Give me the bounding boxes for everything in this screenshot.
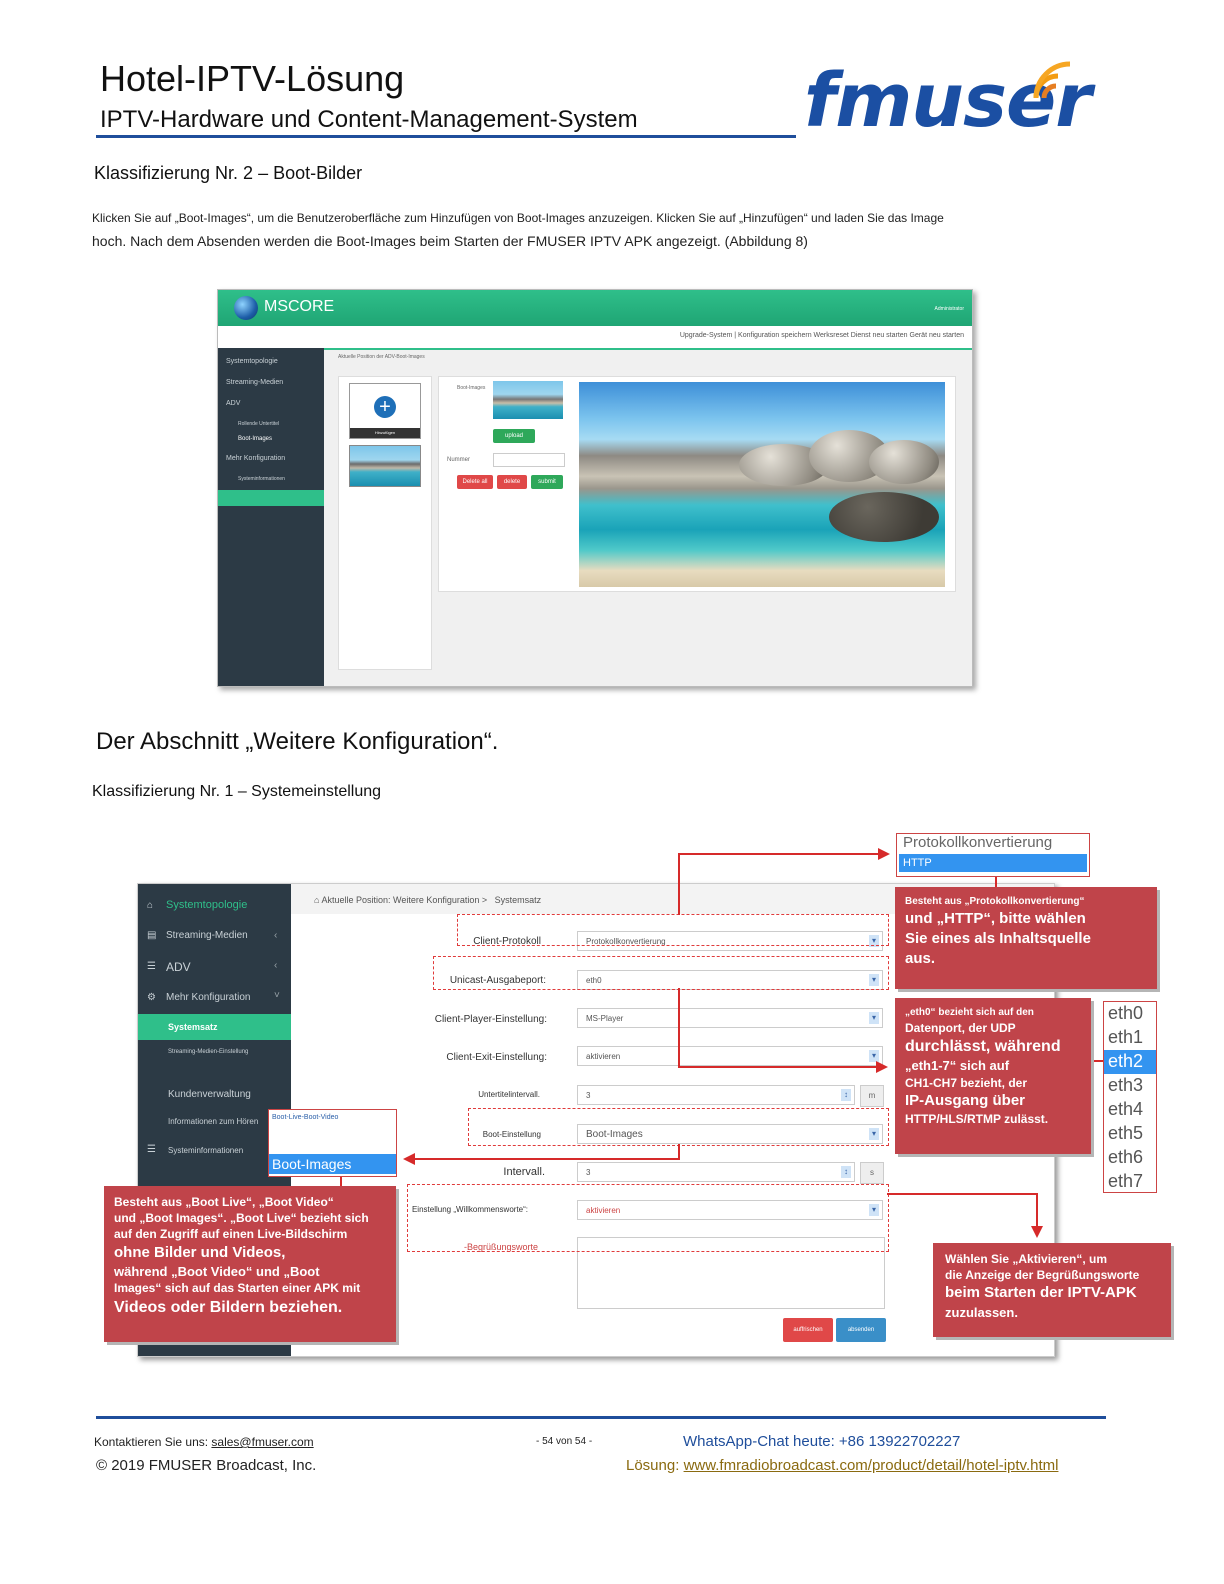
callout-eth: „eth0“ bezieht sich auf den Datenport, der UDP durchlässt, während „eth1-7“ sich auf CH1-CH7 bezieht, der IP-Ausgang über HTTP/HLS/RTMP zulässt. xyxy=(895,998,1091,1154)
home-icon: ⌂ xyxy=(147,900,154,911)
sidebar-active-highlight xyxy=(218,490,324,506)
highlight-client-protokoll xyxy=(457,914,889,946)
callout-boot: Besteht aus „Boot Live“, „Boot Video“ und „Boot Images“. „Boot Live“ bezieht sich auf den Zugriff auf einen Live-Bildschirm ohne Bilder und Videos, während „Boot Video“ und „Boot Images“ sich auf das Starten einer APK mit Videos oder Bildern beziehen. xyxy=(104,1186,396,1342)
input-intervall[interactable]: 3 ↕ xyxy=(577,1162,855,1182)
sidebar-item-systeminformationen[interactable]: Systeminformationen xyxy=(238,476,285,482)
sidebar-item-systeminformationen[interactable]: Systeminformationen xyxy=(168,1146,244,1155)
label-untertitel: Untertitelintervall. xyxy=(478,1090,540,1099)
breadcrumb: Aktuelle Position der ADV-Boot-Images xyxy=(338,354,425,360)
stepper-icon: ↕ xyxy=(841,1166,851,1178)
refresh-button[interactable]: auffrischen xyxy=(783,1318,833,1342)
arrow-right-icon xyxy=(876,1061,888,1073)
logo-wordmark: fmuser xyxy=(804,58,1091,144)
connector-line xyxy=(1036,1193,1038,1227)
copyright: © 2019 FMUSER Broadcast, Inc. xyxy=(96,1457,317,1474)
sidebar-item-informationen[interactable]: Informationen zum Hören xyxy=(168,1117,259,1126)
add-image-button[interactable] xyxy=(349,383,421,439)
system-toolbar xyxy=(218,326,972,350)
sidebar-item-boot-images[interactable]: Boot-Images xyxy=(238,436,273,442)
document-subtitle: IPTV-Hardware und Content-Management-System xyxy=(100,106,638,133)
input-untertitel-intervall[interactable]: 3 ↕ xyxy=(577,1085,855,1105)
dropdown-option-http[interactable]: HTTP xyxy=(899,854,1087,872)
screenshot-boot-images xyxy=(217,289,973,687)
label-begruessungsworte: -Begrüßungsworte xyxy=(463,1242,538,1252)
delete-button[interactable]: delete xyxy=(497,475,527,489)
highlight-willkommensworte xyxy=(407,1184,889,1252)
unit-minutes: m xyxy=(860,1085,884,1107)
connector-line xyxy=(887,1193,1037,1195)
boot-image-thumbnail[interactable] xyxy=(349,445,421,487)
plus-icon: + xyxy=(374,396,396,418)
label-boot-einstellung: Boot-Einstellung xyxy=(482,1130,541,1139)
globe-icon xyxy=(234,296,258,320)
add-label: Hinzufügen xyxy=(350,428,420,438)
connector-line xyxy=(678,853,878,855)
breadcrumb: ⌂ Aktuelle Position: Weitere Konfiguration > Systemsatz xyxy=(314,895,542,905)
stepper-icon: ↕ xyxy=(841,1089,851,1101)
label-willkommensworte: Einstellung „Willkommensworte“: xyxy=(411,1205,528,1214)
chevron-down-icon: ▾ xyxy=(869,1012,879,1024)
dropdown-option-protokollkonvertierung[interactable]: Protokollkonvertierung xyxy=(903,834,1053,851)
whatsapp-contact[interactable]: WhatsApp-Chat heute: +86 13922702227 xyxy=(683,1433,961,1450)
sidebar-item-streaming[interactable]: Streaming-Medien xyxy=(226,379,284,386)
dropdown-eth[interactable] xyxy=(1103,1001,1157,1193)
section-heading-weitere-konfiguration: Der Abschnitt „Weitere Konfiguration“. xyxy=(96,728,499,755)
film-icon: ▤ xyxy=(147,930,157,941)
sidebar-item-rollende-untertitel[interactable]: Rollende Untertitel xyxy=(238,421,280,427)
dropdown-boot[interactable] xyxy=(268,1109,397,1177)
sidebar-item-systemtopologie[interactable]: Systemtopologie xyxy=(226,358,278,365)
footer-contact: Kontaktieren Sie uns: sales@fmuser.com xyxy=(94,1435,314,1449)
sidebar-item-mehr-konfiguration[interactable]: Mehr Konfiguration xyxy=(226,455,286,462)
dropdown-option-eth7[interactable]: eth7 xyxy=(1108,1171,1144,1191)
label-client-protokoll: Client-Protokoll xyxy=(473,936,541,947)
nummer-input[interactable] xyxy=(493,453,565,467)
paragraph-line-1: Klicken Sie auf „Boot-Images“, um die Benutzeroberfläche zum Hinzufügen von Boot-Images anzuzeigen. Klicken Sie auf „Hinzufügen“ und laden Sie das Image xyxy=(92,211,944,225)
app-brand: MSCORE xyxy=(264,298,335,315)
connector-line xyxy=(678,853,680,915)
dropdown-option-eth1[interactable]: eth1 xyxy=(1108,1027,1144,1047)
sidebar-item-systemsatz[interactable]: Systemsatz xyxy=(168,1022,218,1032)
sidebar-item-kundenverwaltung[interactable]: Kundenverwaltung xyxy=(168,1089,251,1100)
page-number: - 54 von 54 - xyxy=(536,1436,593,1447)
highlight-unicast xyxy=(433,956,889,990)
chevron-left-icon: ‹ xyxy=(274,930,278,941)
dropdown-option-eth6[interactable]: eth6 xyxy=(1108,1147,1144,1167)
chevron-down-icon: ▾ xyxy=(869,974,879,986)
arrow-right-icon xyxy=(878,848,890,860)
chevron-down-icon: ˅ xyxy=(274,990,280,1001)
sidebar-item-adv[interactable]: ADV xyxy=(226,400,241,407)
chevron-down-icon: ▾ xyxy=(869,1204,879,1216)
chevron-down-icon: ▾ xyxy=(869,1128,879,1140)
connector-line xyxy=(678,988,680,1068)
sidebar-item-streaming[interactable]: Streaming-Medien xyxy=(166,930,248,941)
connector-line xyxy=(415,1158,680,1160)
select-client-protokoll[interactable]: Protokollkonvertierung ▾ xyxy=(577,931,883,951)
preview-image-large xyxy=(579,382,945,587)
delete-all-button[interactable]: Delete all xyxy=(457,475,493,489)
select-boot-einstellung[interactable]: Boot-Images ▾ xyxy=(577,1124,883,1144)
sidebar-item-adv[interactable]: ADV xyxy=(166,960,191,974)
fmuser-logo xyxy=(800,58,1100,148)
dropdown-option-eth5[interactable]: eth5 xyxy=(1108,1123,1144,1143)
select-client-player[interactable]: MS-Player ▾ xyxy=(577,1008,883,1028)
upload-button[interactable]: upload xyxy=(493,429,535,443)
app-topbar xyxy=(218,290,972,326)
label-intervall: Intervall. xyxy=(503,1166,545,1178)
preview-image-small xyxy=(493,381,563,419)
sidebar-item-systemtopologie[interactable]: Systemtopologie xyxy=(166,899,248,911)
chevron-left-icon: ‹ xyxy=(274,960,278,971)
sidebar-item-mehr-konfiguration[interactable]: Mehr Konfiguration xyxy=(166,992,251,1003)
connector-line xyxy=(678,1066,876,1068)
select-willkommensworte[interactable]: aktivieren ▾ xyxy=(577,1200,883,1220)
label-unicast: Unicast-Ausgabeport: xyxy=(449,975,546,986)
image-list-panel xyxy=(338,376,432,670)
contact-email-link[interactable]: sales@fmuser.com xyxy=(211,1435,314,1449)
solution-link[interactable]: www.fmradiobroadcast.com/product/detail/hotel-iptv.html xyxy=(683,1457,1059,1474)
dropdown-option-boot-images[interactable]: Boot-Images xyxy=(269,1154,396,1174)
unit-seconds: s xyxy=(860,1162,884,1184)
dropdown-option-eth0[interactable]: eth0 xyxy=(1108,1003,1144,1023)
admin-label[interactable]: Administrator xyxy=(934,306,964,312)
label-client-exit: Client-Exit-Einstellung: xyxy=(446,1052,547,1063)
nummer-label: Nummer xyxy=(447,457,471,463)
footer-rule xyxy=(96,1416,1106,1419)
submit-button[interactable]: submit xyxy=(531,475,563,489)
connector-line xyxy=(1090,1060,1104,1062)
image-edit-panel xyxy=(438,376,956,592)
section-heading-boot-images: Klassifizierung Nr. 2 – Boot-Bilder xyxy=(94,163,363,183)
sidebar xyxy=(218,348,324,686)
callout-http: Besteht aus „Protokollkonvertierung“ und „HTTP“, bitte wählen Sie eines als Inhaltsquelle aus. xyxy=(895,887,1157,989)
label-client-player: Client-Player-Einstellung: xyxy=(434,1014,547,1025)
chevron-down-icon: ▾ xyxy=(869,1050,879,1062)
dropdown-option-boot-live-video[interactable]: Boot-Live-Boot-Video xyxy=(272,1114,339,1121)
section-subheading-systemeinstellung: Klassifizierung Nr. 1 – Systemeinstellung xyxy=(92,783,382,800)
dropdown-option-eth4[interactable]: eth4 xyxy=(1108,1099,1144,1119)
header-rule xyxy=(96,135,796,138)
submit-button[interactable]: absenden xyxy=(836,1318,886,1342)
footer-solution-url: Lösung: www.fmradiobroadcast.com/product/detail/hotel-iptv.html xyxy=(626,1457,1059,1474)
arrow-down-icon xyxy=(1031,1226,1043,1238)
list-icon: ☰ xyxy=(147,961,156,972)
dropdown-option-eth2[interactable]: eth2 xyxy=(1108,1051,1144,1071)
chevron-down-icon: ▾ xyxy=(869,935,879,947)
document-title: Hotel-IPTV-Lösung xyxy=(100,58,405,99)
select-client-exit[interactable]: aktivieren ▾ xyxy=(577,1046,883,1066)
select-unicast-port[interactable]: eth0 ▾ xyxy=(577,970,883,990)
arrow-left-icon xyxy=(403,1153,415,1165)
paragraph-line-2: hoch. Nach dem Absenden werden die Boot-Images beim Starten der FMUSER IPTV APK angezeigt. (Abbildung 8) xyxy=(92,233,808,249)
system-toolbar-links[interactable]: Upgrade-System | Konfiguration speichern Werksreset Dienst neu starten Gerät neu starten xyxy=(679,332,964,339)
dropdown-option-eth3[interactable]: eth3 xyxy=(1108,1075,1144,1095)
highlight-boot-einstellung xyxy=(468,1108,889,1146)
dropdown-protokoll[interactable] xyxy=(896,833,1090,877)
gears-icon: ⚙ xyxy=(147,992,156,1003)
info-list-icon: ☰ xyxy=(147,1144,156,1155)
sidebar-item-streaming-einstellung[interactable]: Streaming-Medien-Einstellung xyxy=(168,1049,249,1055)
callout-welcome: Wählen Sie „Aktivieren“, um die Anzeige der Begrüßungsworte beim Starten der IPTV-APK zuzulassen. xyxy=(933,1243,1171,1337)
signal-waves-icon xyxy=(1028,58,1098,108)
boot-images-label: Boot-Images xyxy=(457,385,486,391)
